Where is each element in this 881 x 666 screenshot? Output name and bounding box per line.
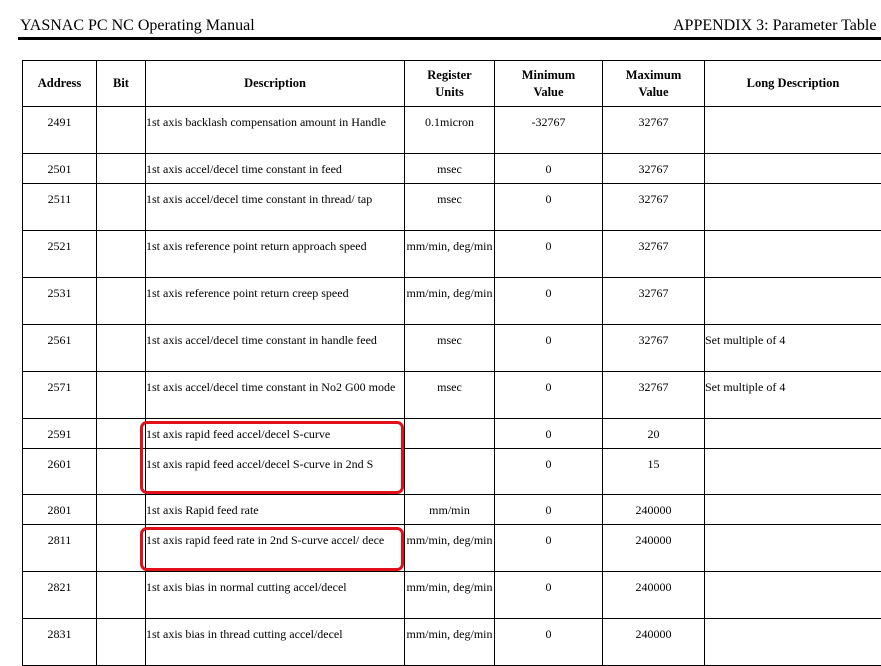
cell-bit: [97, 419, 146, 449]
cell-bit: [97, 278, 146, 325]
cell-long-description: [705, 619, 881, 666]
cell-address: 2531: [23, 278, 97, 325]
cell-register-units: mm/min: [405, 495, 495, 525]
cell-long-description: [705, 495, 881, 525]
cell-bit: [97, 372, 146, 419]
cell-description: 1st axis reference point return creep speed: [146, 278, 405, 325]
column-header-long-description: Long Description: [705, 61, 881, 107]
table-row: [23, 184, 881, 231]
cell-bit: [97, 572, 146, 619]
cell-description: 1st axis bias in thread cutting accel/decel: [146, 619, 405, 666]
cell-long-description: [705, 419, 881, 449]
cell-register-units: mm/min, deg/min: [405, 525, 495, 572]
cell-minimum-value: 0: [495, 154, 603, 184]
table-row: [23, 525, 881, 572]
page-header: [0, 0, 881, 40]
cell-description: 1st axis bias in normal cutting accel/decel: [146, 572, 405, 619]
cell-maximum-value: 32767: [603, 184, 705, 231]
table-row: [23, 325, 881, 372]
cell-minimum-value: 0: [495, 495, 603, 525]
cell-bit: [97, 325, 146, 372]
cell-minimum-value: 0: [495, 525, 603, 572]
cell-register-units: 0.1micron: [405, 107, 495, 154]
cell-minimum-value: 0: [495, 619, 603, 666]
cell-bit: [97, 495, 146, 525]
cell-register-units: [405, 419, 495, 449]
table-body: [23, 107, 881, 666]
cell-address: 2811: [23, 525, 97, 572]
cell-description: 1st axis rapid feed rate in 2nd S-curve accel/ dece: [146, 525, 405, 572]
cell-long-description: [705, 184, 881, 231]
cell-maximum-value: 240000: [603, 495, 705, 525]
table-row: [23, 449, 881, 495]
cell-minimum-value: -32767: [495, 107, 603, 154]
cell-long-description: Set multiple of 4: [705, 325, 881, 372]
column-header-maximum-value: [603, 61, 705, 107]
cell-long-description: [705, 154, 881, 184]
manual-title: YASNAC PC NC Operating Manual: [20, 17, 255, 35]
cell-maximum-value: 32767: [603, 278, 705, 325]
cell-minimum-value: 0: [495, 372, 603, 419]
cell-address: 2821: [23, 572, 97, 619]
cell-long-description: Set multiple of 4: [705, 372, 881, 419]
cell-maximum-value: 32767: [603, 154, 705, 184]
cell-maximum-value: 15: [603, 449, 705, 495]
cell-description: 1st axis accel/decel time constant in handle feed: [146, 325, 405, 372]
cell-maximum-value: 240000: [603, 525, 705, 572]
cell-minimum-value: 0: [495, 184, 603, 231]
cell-bit: [97, 107, 146, 154]
parameter-table: [22, 60, 881, 666]
table-row: [23, 231, 881, 278]
cell-description: 1st axis reference point return approach speed: [146, 231, 405, 278]
table-row: [23, 107, 881, 154]
cell-minimum-value: 0: [495, 572, 603, 619]
cell-register-units: mm/min, deg/min: [405, 572, 495, 619]
column-header-bit: Bit: [97, 61, 146, 107]
cell-register-units: [405, 449, 495, 495]
table-row: [23, 278, 881, 325]
cell-address: 2831: [23, 619, 97, 666]
cell-minimum-value: 0: [495, 231, 603, 278]
column-header-register-units: [405, 61, 495, 107]
cell-register-units: msec: [405, 154, 495, 184]
cell-description: 1st axis accel/decel time constant in No2 G00 mode: [146, 372, 405, 419]
cell-address: 2601: [23, 449, 97, 495]
cell-long-description: [705, 107, 881, 154]
column-header-minimum-value: [495, 61, 603, 107]
cell-description: 1st axis rapid feed accel/decel S-curve in 2nd S: [146, 449, 405, 495]
cell-long-description: [705, 231, 881, 278]
cell-minimum-value: 0: [495, 419, 603, 449]
cell-minimum-value: 0: [495, 449, 603, 495]
cell-bit: [97, 619, 146, 666]
cell-bit: [97, 154, 146, 184]
section-title: APPENDIX 3: Parameter Table: [673, 17, 876, 35]
cell-long-description: [705, 278, 881, 325]
cell-bit: [97, 525, 146, 572]
cell-maximum-value: 32767: [603, 231, 705, 278]
table-header-row: [23, 61, 881, 107]
table-row: [23, 572, 881, 619]
cell-address: 2561: [23, 325, 97, 372]
cell-address: 2571: [23, 372, 97, 419]
cell-register-units: msec: [405, 325, 495, 372]
table-row: [23, 419, 881, 449]
cell-register-units: mm/min, deg/min: [405, 278, 495, 325]
cell-address: 2521: [23, 231, 97, 278]
cell-register-units: mm/min, deg/min: [405, 231, 495, 278]
cell-bit: [97, 184, 146, 231]
cell-maximum-value: 240000: [603, 619, 705, 666]
cell-address: 2491: [23, 107, 97, 154]
cell-maximum-value: 20: [603, 419, 705, 449]
table-row: [23, 495, 881, 525]
cell-register-units: msec: [405, 184, 495, 231]
table-row: [23, 372, 881, 419]
cell-maximum-value: 32767: [603, 325, 705, 372]
cell-minimum-value: 0: [495, 325, 603, 372]
header-rule: [18, 37, 881, 40]
table-row: [23, 154, 881, 184]
cell-maximum-value: 240000: [603, 572, 705, 619]
cell-long-description: [705, 449, 881, 495]
column-header-description: Description: [146, 61, 405, 107]
maximum-value-label: Maximum Value: [622, 67, 686, 101]
cell-description: 1st axis accel/decel time constant in feed: [146, 154, 405, 184]
cell-description: 1st axis Rapid feed rate: [146, 495, 405, 525]
cell-long-description: [705, 525, 881, 572]
cell-bit: [97, 231, 146, 278]
cell-maximum-value: 32767: [603, 372, 705, 419]
cell-description: 1st axis accel/decel time constant in thread/ tap: [146, 184, 405, 231]
cell-address: 2591: [23, 419, 97, 449]
cell-address: 2501: [23, 154, 97, 184]
column-header-address: Address: [23, 61, 97, 107]
cell-description: 1st axis rapid feed accel/decel S-curve: [146, 419, 405, 449]
cell-maximum-value: 32767: [603, 107, 705, 154]
cell-minimum-value: 0: [495, 278, 603, 325]
cell-register-units: mm/min, deg/min: [405, 619, 495, 666]
table-row: [23, 619, 881, 666]
minimum-value-label: Minimum Value: [517, 67, 581, 101]
cell-long-description: [705, 572, 881, 619]
register-units-label: Register Units: [424, 67, 476, 101]
cell-address: 2511: [23, 184, 97, 231]
cell-address: 2801: [23, 495, 97, 525]
cell-description: 1st axis backlash compensation amount in Handle: [146, 107, 405, 154]
cell-register-units: msec: [405, 372, 495, 419]
cell-bit: [97, 449, 146, 495]
